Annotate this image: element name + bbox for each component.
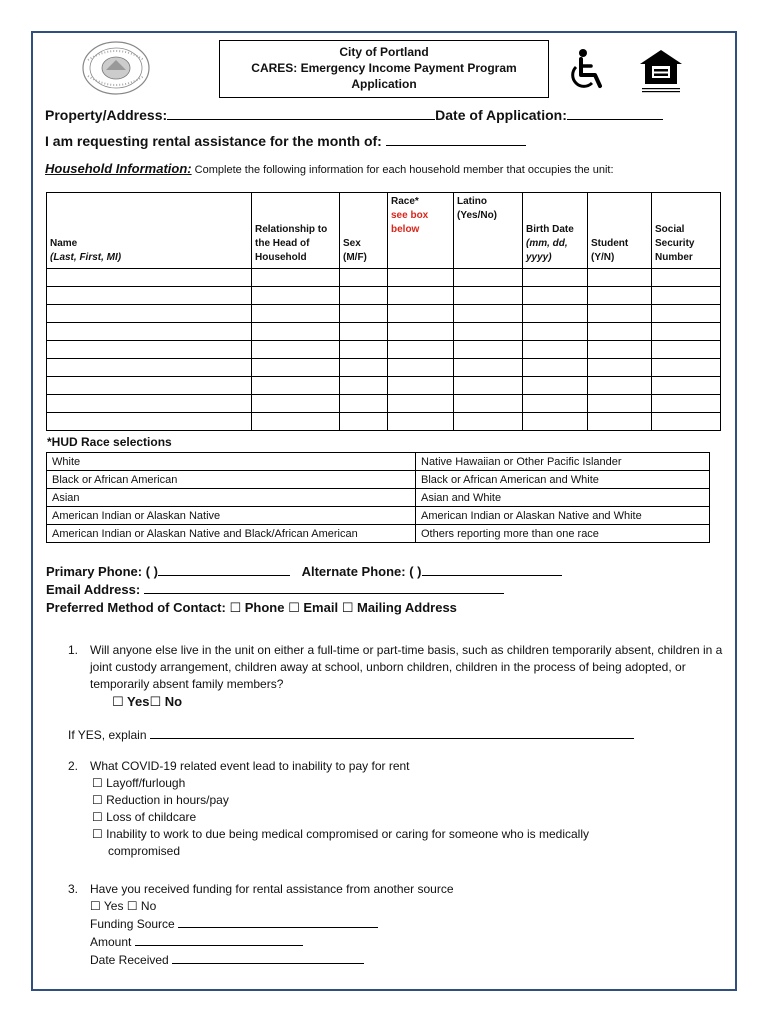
household-member-row: [47, 269, 721, 287]
date-received-label: Date Received: [90, 953, 169, 967]
household-cell[interactable]: [47, 287, 252, 305]
household-cell[interactable]: [454, 341, 523, 359]
household-cell[interactable]: [340, 413, 388, 431]
col-student: Student (Y/N): [588, 193, 652, 269]
checkbox-mail[interactable]: ☐: [341, 600, 354, 615]
household-cell[interactable]: [252, 305, 340, 323]
checkbox-medical[interactable]: ☐: [92, 827, 103, 841]
date-received-field[interactable]: [172, 951, 364, 964]
household-cell[interactable]: [47, 377, 252, 395]
alternate-phone-label: Alternate Phone: ( ): [301, 564, 422, 579]
opt-email-label: Email: [303, 600, 339, 615]
household-cell[interactable]: [523, 287, 588, 305]
household-cell[interactable]: [652, 305, 721, 323]
col-birth-date: Birth Date (mm, dd, yyyy): [523, 193, 588, 269]
amount-field[interactable]: [135, 933, 303, 946]
household-cell[interactable]: [388, 359, 454, 377]
title-city: City of Portland: [339, 45, 429, 59]
q2-option-label: Inability to work to due being medical compromised or caring for someone who is medically compromised: [106, 827, 589, 858]
household-cell[interactable]: [388, 377, 454, 395]
race-row: [47, 453, 710, 471]
date-received-line: [90, 951, 668, 969]
q2-number: 2.: [68, 759, 79, 773]
household-cell[interactable]: [340, 377, 388, 395]
household-cell[interactable]: [388, 323, 454, 341]
household-cell[interactable]: [340, 287, 388, 305]
month-line: [45, 133, 526, 149]
program-title-box: [219, 40, 549, 98]
checkbox-phone[interactable]: ☐: [229, 600, 242, 615]
household-cell[interactable]: [388, 269, 454, 287]
opt-mail-label: Mailing Address: [356, 600, 457, 615]
household-cell[interactable]: [652, 413, 721, 431]
race-option: Others reporting more than one race: [416, 525, 710, 543]
household-cell[interactable]: [454, 269, 523, 287]
q1-no-label: No: [164, 694, 183, 709]
q1-explain-line: [68, 726, 634, 744]
race-option: Native Hawaiian or Other Pacific Islander: [416, 453, 710, 471]
household-cell[interactable]: [588, 287, 652, 305]
q1-explain-field[interactable]: [150, 726, 634, 739]
city-seal-logo: [80, 40, 152, 96]
checkbox-layoff[interactable]: ☐: [92, 776, 103, 790]
checkbox-reduction[interactable]: ☐: [92, 793, 103, 807]
household-cell[interactable]: [340, 341, 388, 359]
checkbox-email[interactable]: ☐: [288, 600, 300, 615]
property-address-line: [45, 107, 663, 123]
amount-label: Amount: [90, 935, 132, 949]
household-cell[interactable]: [523, 305, 588, 323]
household-cell[interactable]: [523, 395, 588, 413]
household-cell[interactable]: [454, 305, 523, 323]
household-cell[interactable]: [252, 395, 340, 413]
question-3: [68, 881, 668, 969]
q1-yes-label: Yes: [127, 694, 150, 709]
household-heading: Household Information:: [45, 161, 192, 176]
household-member-row: [47, 341, 721, 359]
primary-phone-field[interactable]: [158, 563, 290, 576]
household-cell[interactable]: [588, 305, 652, 323]
race-option: American Indian or Alaskan Native and White: [416, 507, 710, 525]
race-row: [47, 489, 710, 507]
date-application-field[interactable]: [567, 107, 663, 120]
question-2: [68, 758, 668, 860]
household-member-row: [47, 305, 721, 323]
household-cell[interactable]: [388, 413, 454, 431]
household-cell[interactable]: [523, 359, 588, 377]
household-cell[interactable]: [454, 323, 523, 341]
race-option: Black or African American: [47, 471, 416, 489]
household-table: [46, 192, 721, 431]
funding-source-field[interactable]: [178, 915, 378, 928]
household-cell[interactable]: [454, 377, 523, 395]
household-cell[interactable]: [523, 269, 588, 287]
household-cell[interactable]: [252, 287, 340, 305]
email-field[interactable]: [144, 581, 504, 594]
household-member-row: [47, 287, 721, 305]
household-cell[interactable]: [523, 341, 588, 359]
col-relationship: Relationship to the Head of Household: [252, 193, 340, 269]
household-cell[interactable]: [340, 395, 388, 413]
preferred-contact-label: Preferred Method of Contact:: [46, 600, 226, 615]
q2-option: [92, 775, 668, 792]
household-instruction: Complete the following information for each household member that occupies the unit:: [194, 164, 614, 176]
household-cell[interactable]: [388, 305, 454, 323]
race-option: Asian and White: [416, 489, 710, 507]
title-application: Application: [351, 77, 417, 91]
checkbox-q1-no[interactable]: ☐: [149, 694, 162, 709]
month-field[interactable]: [386, 133, 526, 146]
col-ssn: Social Security Number: [652, 193, 721, 269]
household-cell[interactable]: [340, 269, 388, 287]
race-table: [46, 452, 710, 543]
q3-no-label: No: [140, 899, 157, 913]
household-member-row: [47, 377, 721, 395]
household-cell[interactable]: [454, 359, 523, 377]
household-cell[interactable]: [523, 377, 588, 395]
q2-text: What COVID-19 related event lead to inability to pay for rent: [90, 759, 410, 773]
race-row: [47, 471, 710, 489]
household-cell[interactable]: [47, 395, 252, 413]
phone-line: [46, 563, 562, 579]
q2-option: [92, 809, 668, 826]
q2-option: [92, 792, 668, 809]
race-option: American Indian or Alaskan Native: [47, 507, 416, 525]
amount-line: [90, 933, 668, 951]
wheelchair-accessibility-icon: [566, 48, 606, 92]
household-cell[interactable]: [523, 413, 588, 431]
property-address-label: Property/Address:: [45, 107, 168, 123]
household-cell[interactable]: [652, 377, 721, 395]
household-cell[interactable]: [652, 359, 721, 377]
household-cell[interactable]: [252, 341, 340, 359]
household-cell[interactable]: [588, 269, 652, 287]
equal-housing-icon: [636, 48, 686, 94]
household-cell[interactable]: [340, 323, 388, 341]
question-1: [68, 642, 728, 710]
q2-option-label: Reduction in hours/pay: [106, 793, 229, 807]
household-cell[interactable]: [652, 269, 721, 287]
q3-text: Have you received funding for rental assistance from another source: [90, 882, 454, 896]
q1-text: Will anyone else live in the unit on either a full-time or part-time basis, such as children temporarily absent, children in a joint custody arrangement, children away at school, unborn children, children in the process of being adopted, or temporarily absent family members?: [90, 643, 723, 691]
household-member-row: [47, 323, 721, 341]
checkbox-q1-yes[interactable]: ☐: [112, 694, 124, 709]
household-cell[interactable]: [47, 305, 252, 323]
q1-options: [112, 693, 728, 710]
q3-options: [90, 898, 668, 915]
household-cell[interactable]: [388, 287, 454, 305]
opt-phone-label: Phone: [244, 600, 285, 615]
col-latino: Latino (Yes/No): [454, 193, 523, 269]
household-cell[interactable]: [588, 413, 652, 431]
date-application-label: Date of Application:: [435, 107, 567, 123]
household-cell[interactable]: [252, 323, 340, 341]
title-program: CARES: Emergency Income Payment Program: [251, 61, 517, 75]
q1-number: 1.: [68, 643, 79, 657]
household-cell[interactable]: [523, 323, 588, 341]
household-cell[interactable]: [588, 377, 652, 395]
col-race: Race* see box below: [388, 193, 454, 269]
household-cell[interactable]: [252, 359, 340, 377]
household-cell[interactable]: [588, 395, 652, 413]
household-cell[interactable]: [47, 359, 252, 377]
household-cell[interactable]: [652, 287, 721, 305]
q2-option-label: Layoff/furlough: [106, 776, 186, 790]
preferred-contact-line: [46, 600, 457, 616]
race-option: Black or African American and White: [416, 471, 710, 489]
household-cell[interactable]: [47, 269, 252, 287]
household-cell[interactable]: [340, 359, 388, 377]
household-info-line: [45, 161, 614, 176]
household-cell[interactable]: [454, 395, 523, 413]
race-row: [47, 507, 710, 525]
q2-option: [92, 826, 648, 860]
race-option: White: [47, 453, 416, 471]
household-member-row: [47, 395, 721, 413]
household-cell[interactable]: [252, 269, 340, 287]
q1-explain-label: If YES, explain: [68, 728, 147, 742]
checkbox-q3-no[interactable]: ☐: [126, 899, 138, 913]
household-cell[interactable]: [652, 341, 721, 359]
q2-option-label: Loss of childcare: [106, 810, 197, 824]
email-label: Email Address:: [46, 582, 141, 597]
checkbox-q3-yes[interactable]: ☐: [90, 899, 101, 913]
household-member-row: [47, 359, 721, 377]
col-name: Name (Last, First, MI): [47, 193, 252, 269]
household-cell[interactable]: [454, 413, 523, 431]
household-cell[interactable]: [388, 341, 454, 359]
checkbox-childcare[interactable]: ☐: [92, 810, 103, 824]
race-heading: *HUD Race selections: [47, 435, 172, 449]
q3-number: 3.: [68, 882, 79, 896]
household-cell[interactable]: [652, 323, 721, 341]
household-cell[interactable]: [588, 341, 652, 359]
household-cell[interactable]: [47, 413, 252, 431]
alternate-phone-field[interactable]: [422, 563, 562, 576]
email-line: [46, 581, 504, 597]
race-option: American Indian or Alaskan Native and Black/African American: [47, 525, 416, 543]
household-member-row: [47, 413, 721, 431]
funding-source-label: Funding Source: [90, 917, 175, 931]
household-cell[interactable]: [588, 323, 652, 341]
household-cell[interactable]: [388, 395, 454, 413]
household-header-row: [47, 193, 721, 269]
month-label: I am requesting rental assistance for the month of:: [45, 133, 382, 149]
household-cell[interactable]: [47, 341, 252, 359]
race-row: [47, 525, 710, 543]
household-cell[interactable]: [47, 323, 252, 341]
race-option: Asian: [47, 489, 416, 507]
household-cell[interactable]: [652, 395, 721, 413]
household-cell[interactable]: [588, 359, 652, 377]
household-cell[interactable]: [252, 413, 340, 431]
property-address-field[interactable]: [167, 107, 435, 120]
household-cell[interactable]: [340, 305, 388, 323]
funding-source-line: [90, 915, 668, 933]
primary-phone-label: Primary Phone: ( ): [46, 564, 158, 579]
household-cell[interactable]: [252, 377, 340, 395]
q3-yes-label: Yes: [103, 899, 124, 913]
col-sex: Sex (M/F): [340, 193, 388, 269]
household-cell[interactable]: [454, 287, 523, 305]
